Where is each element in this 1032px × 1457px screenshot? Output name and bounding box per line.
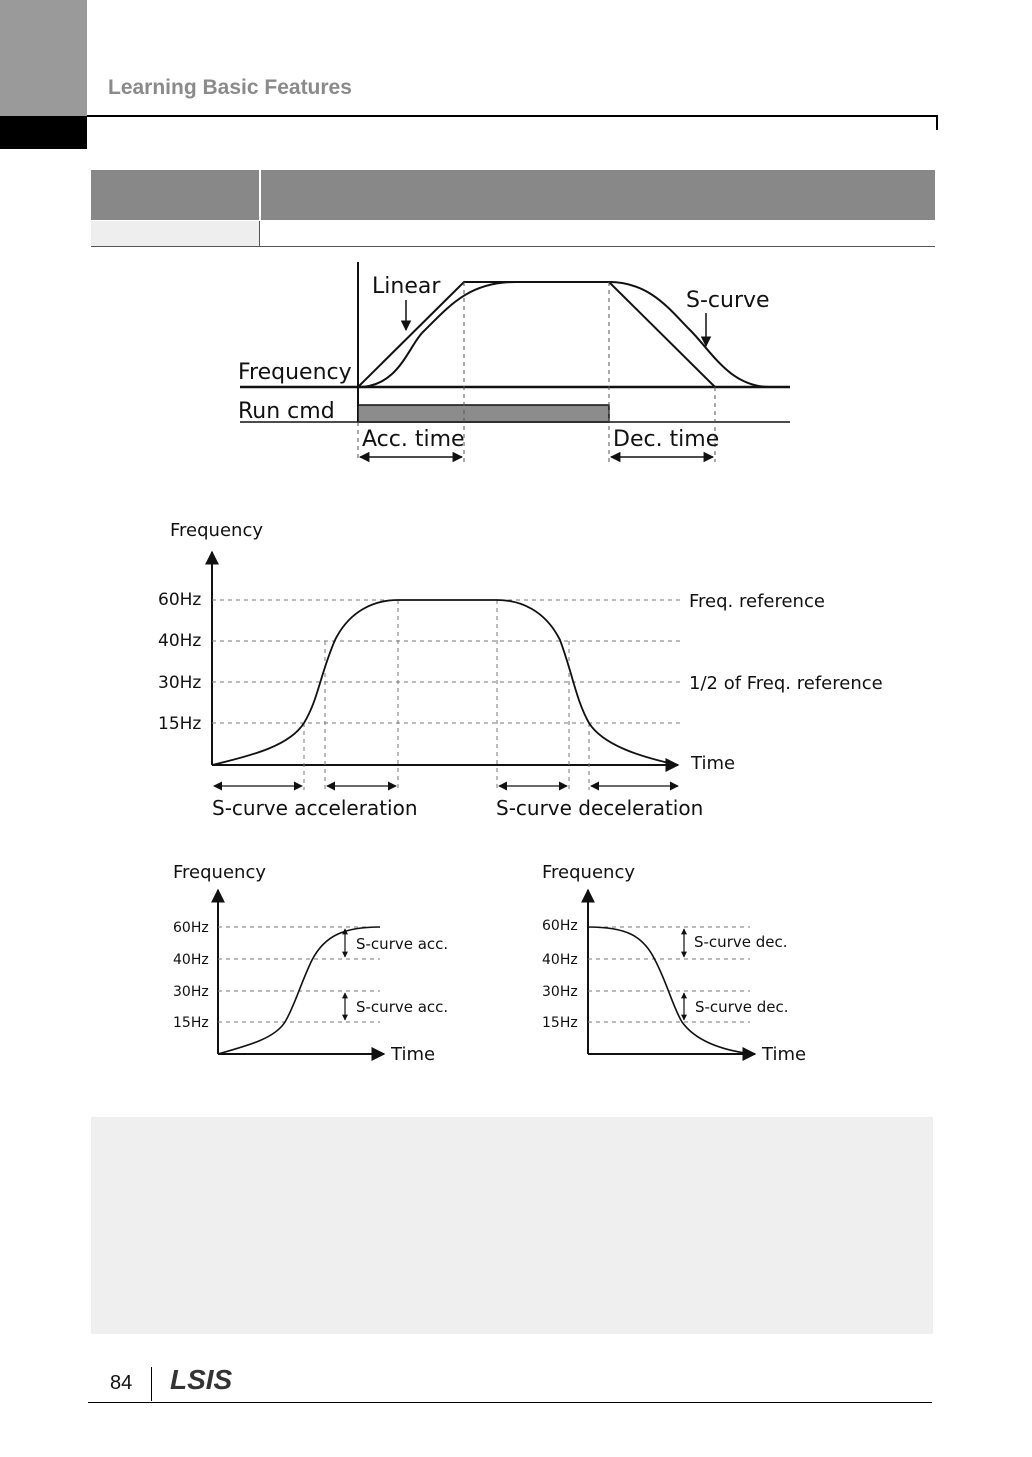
d2-scurve-acc-label: S-curve acceleration: [212, 796, 418, 820]
d4-tick-15hz: 15Hz: [542, 1015, 578, 1031]
d3-time-label: Time: [391, 1044, 436, 1065]
d4-time-label: Time: [762, 1044, 807, 1065]
diagram-scurve-acc-detail: [173, 862, 448, 1065]
d3-tick-15hz: 15Hz: [173, 1015, 209, 1031]
d1-runcmd-pulse: [358, 405, 609, 422]
note-box: [91, 1117, 933, 1334]
d4-annot-label-2: S-curve dec.: [695, 998, 789, 1016]
d1-runcmd-label: Run cmd: [238, 399, 335, 424]
d1-frequency-label: Frequency: [238, 360, 352, 385]
d1-scurve-label: S-curve: [686, 288, 770, 313]
lsis-logo: LSIS: [170, 1364, 233, 1395]
d3-tick-30hz: 30Hz: [173, 984, 209, 1000]
footer-separator: [151, 1367, 152, 1401]
d2-scurve-dec-label: S-curve deceleration: [496, 796, 704, 820]
d2-time-label: Time: [691, 753, 736, 774]
d4-tick-60hz: 60Hz: [542, 918, 578, 934]
d3-tick-40hz: 40Hz: [173, 952, 209, 968]
d2-tick-15hz: 15Hz: [158, 714, 202, 734]
section-title: Learning Basic Features: [108, 76, 352, 99]
d1-acc-time-label: Acc. time: [362, 427, 465, 452]
d3-annot-label-1: S-curve acc.: [356, 935, 449, 953]
d1-dec-time-label: Dec. time: [613, 427, 720, 452]
diagram-linear-vs-scurve: [238, 262, 790, 462]
d3-annot-label-2: S-curve acc.: [356, 998, 449, 1016]
d2-tick-40hz: 40Hz: [158, 631, 202, 651]
d4-annot-label-1: S-curve dec.: [694, 933, 788, 951]
d2-frequency-label: Frequency: [170, 520, 263, 541]
d2-tick-60hz: 60Hz: [158, 590, 202, 610]
d3-frequency-label: Frequency: [173, 862, 266, 883]
d2-half-freq-label: 1/2 of Freq. reference: [689, 673, 883, 694]
diagram-scurve-acc-dec: [158, 520, 883, 820]
footer-rule: [88, 1402, 932, 1403]
d2-tick-30hz: 30Hz: [158, 673, 202, 693]
d4-tick-40hz: 40Hz: [542, 952, 578, 968]
d1-linear-label: Linear: [372, 274, 441, 299]
d4-tick-30hz: 30Hz: [542, 984, 578, 1000]
diagram-scurve-dec-detail: [542, 862, 806, 1065]
d4-frequency-label: Frequency: [542, 862, 635, 883]
d2-freq-reference-label: Freq. reference: [689, 591, 825, 612]
d3-tick-60hz: 60Hz: [173, 920, 209, 936]
page-number: 84: [110, 1372, 133, 1394]
